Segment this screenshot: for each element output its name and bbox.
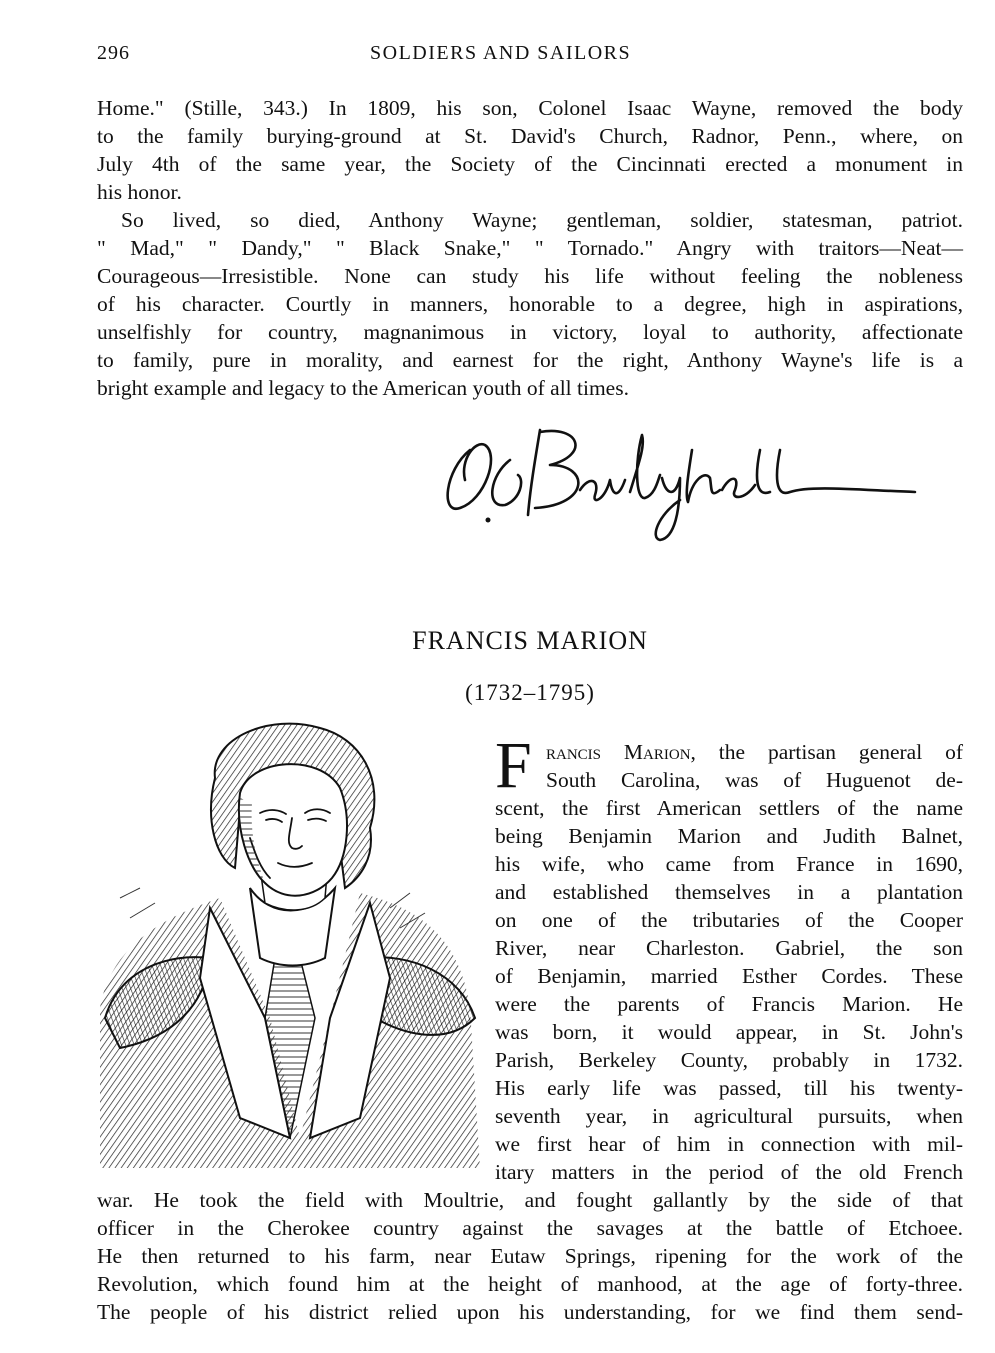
marion-line: was born, it would appear, in St. John's <box>495 1020 963 1044</box>
marion-line: River, near Charleston. Gabriel, the son <box>495 936 963 960</box>
wayne-p1-line: Home." (Stille, 343.) In 1809, his son, Colonel Isaac Wayne, removed the body <box>97 96 963 120</box>
wayne-p2-line: to family, pure in morality, and earnest for the right, Anthony Wayne's life is a <box>97 348 963 372</box>
wayne-p2-line: Courageous—Irresistible. None can study his life without feeling the nobleness <box>97 264 963 288</box>
wayne-p1-line: to the family burying-ground at St. David's Church, Radnor, Penn., where, on <box>97 124 963 148</box>
page-number: 296 <box>97 42 130 64</box>
wayne-p1-line: his honor. <box>97 180 182 204</box>
wayne-p2-line: So lived, so died, Anthony Wayne; gentleman, soldier, statesman, patriot. <box>121 208 963 232</box>
portrait-engraving-icon <box>100 718 490 1168</box>
wayne-p2-line: bright example and legacy to the American youth of all times. <box>97 376 629 400</box>
marion-line: were the parents of Francis Marion. He <box>495 992 963 1016</box>
marion-first-line-smallcaps: rancis Marion, <box>546 740 696 764</box>
section-title: FRANCIS MARION <box>412 626 648 655</box>
marion-line: officer in the Cherokee country against the savages at the battle of Etchoee. <box>97 1216 963 1240</box>
marion-line: seventh year, in agricultural pursuits, when <box>495 1104 963 1128</box>
marion-line: being Benjamin Marion and Judith Balnet, <box>495 824 963 848</box>
marion-line: Parish, Berkeley County, probably in 1732. <box>495 1048 963 1072</box>
marion-line: South Carolina, was of Huguenot de- <box>546 768 963 792</box>
marion-line: He then returned to his farm, near Eutaw Springs, ripening for the work of the <box>97 1244 963 1268</box>
marion-line: and established themselves in a plantation <box>495 880 963 904</box>
signature <box>430 420 920 550</box>
marion-first-line <box>546 738 963 766</box>
marion-line: of Benjamin, married Esther Cordes. These <box>495 964 963 988</box>
marion-line: his wife, who came from France in 1690, <box>495 852 963 876</box>
marion-line: itary matters in the period of the old French <box>495 1160 963 1184</box>
marion-line: war. He took the field with Moultrie, and fought gallantly by the side of that <box>97 1188 963 1212</box>
marion-line: The people of his district relied upon his understanding, for we find them send- <box>97 1300 963 1324</box>
drop-cap: F <box>495 729 532 802</box>
wayne-p2-line: unselfishly for country, magnanimous in victory, loyal to authority, affectionate <box>97 320 963 344</box>
wayne-p1-line: July 4th of the same year, the Society of the Cincinnati erected a monument in <box>97 152 963 176</box>
marion-line: His early life was passed, till his twenty- <box>495 1076 963 1100</box>
marion-line: on one of the tributaries of the Cooper <box>495 908 963 932</box>
wayne-p2-line: " Mad," " Dandy," " Black Snake," " Tornado." Angry with traitors—Neat— <box>97 236 963 260</box>
section-dates: (1732–1795) <box>465 680 595 705</box>
marion-line: we first hear of him in connection with mil- <box>495 1132 963 1156</box>
wayne-p2-line: of his character. Courtly in manners, honorable to a degree, high in aspirations, <box>97 292 963 316</box>
marion-line: Revolution, which found him at the height of manhood, at the age of forty-three. <box>97 1272 963 1296</box>
marion-line: scent, the first American settlers of the name <box>495 796 963 820</box>
marion-first-line-rest: the partisan general of <box>695 740 963 764</box>
running-header: SOLDIERS AND SAILORS <box>370 42 632 64</box>
